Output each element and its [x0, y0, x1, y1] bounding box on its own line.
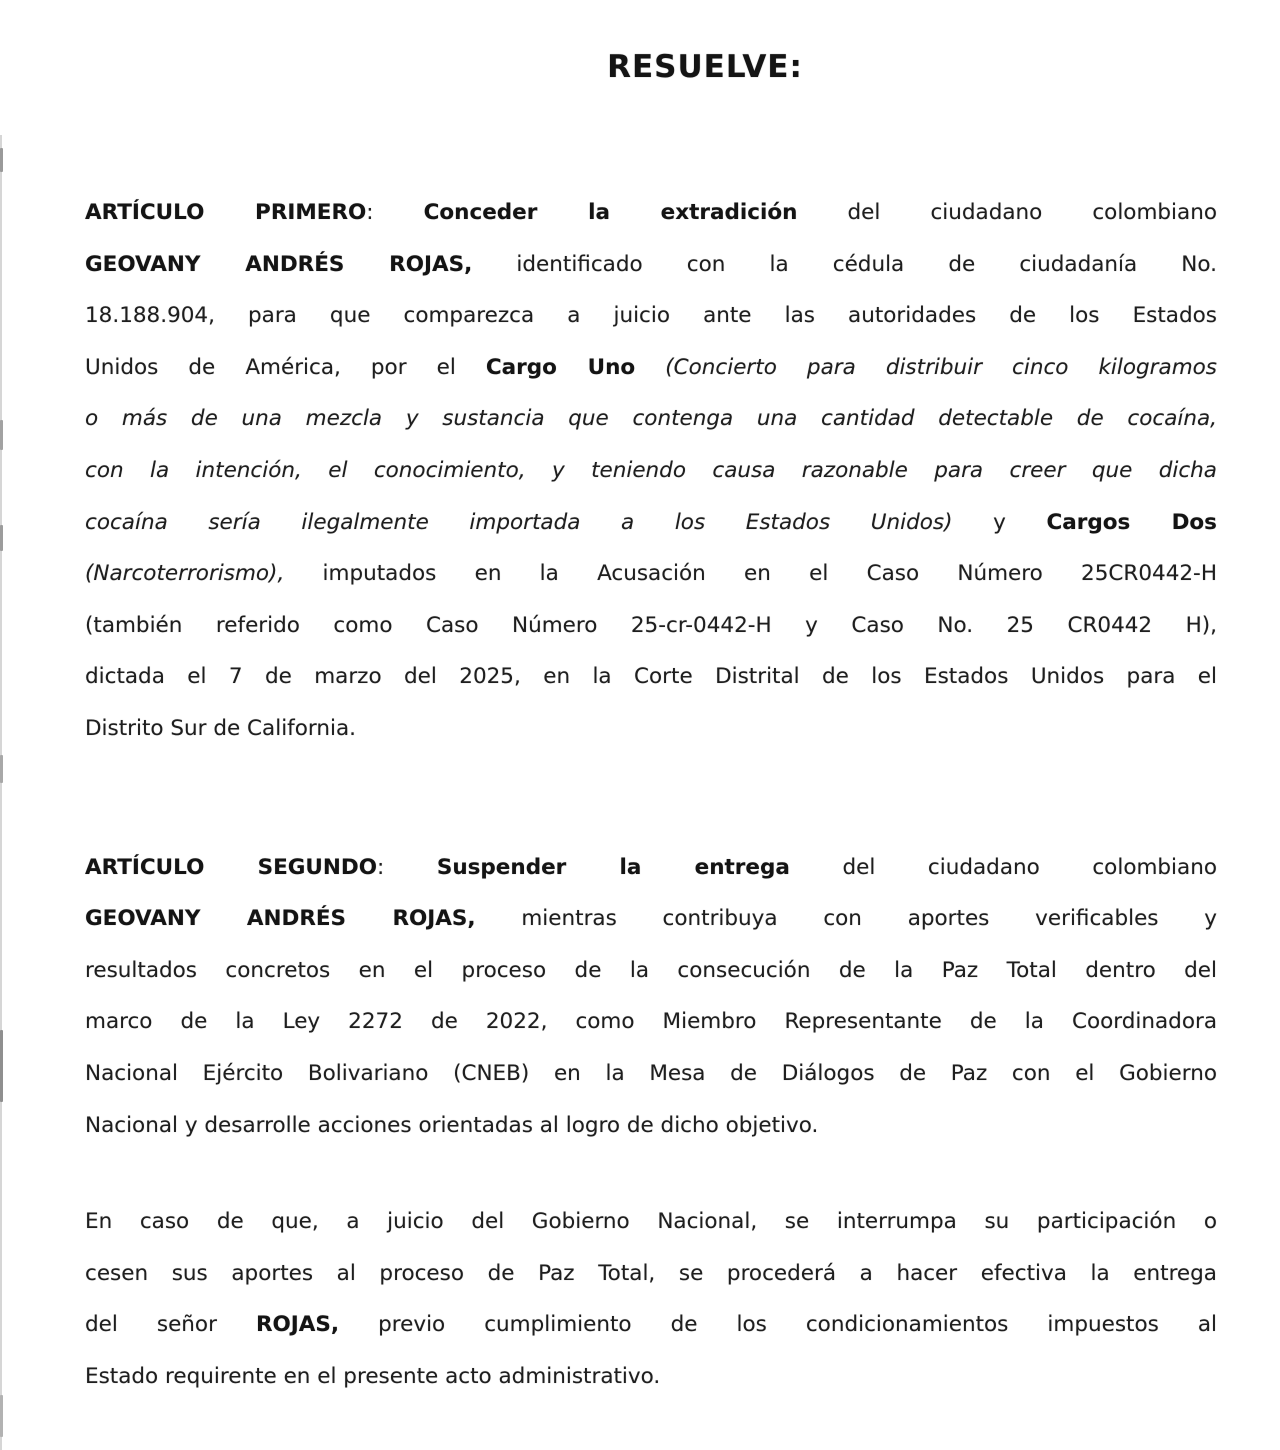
text-line [85, 893, 1217, 945]
text-segment: Cargos Dos [1046, 509, 1217, 535]
text-line [85, 1299, 1217, 1351]
text-segment: ROJAS, [255, 1312, 340, 1338]
text-segment: imputados en la Acusación en el Caso Número 25CR0442-H [284, 561, 1217, 587]
text-segment: cesen sus aportes al proceso de Paz Total, se procederá a hacer efectiva la entrega [85, 1260, 1217, 1286]
text-segment: Distrito Sur de California. [85, 715, 356, 741]
text-line [85, 703, 1217, 755]
text-segment: 18.188.904, para que comparezca a juicio ante las autoridades de los Estados [85, 303, 1217, 329]
text-segment: (también referido como Caso Número 25-cr-0442-H y Caso No. 25 CR0442 H), [85, 612, 1217, 638]
text-segment: Cargo Uno [485, 354, 636, 380]
paragraph-articulo-segundo [85, 842, 1217, 1152]
text-segment: : [366, 200, 424, 225]
text-segment: ARTÍCULO PRIMERO [85, 200, 367, 225]
text-segment: identificado con la cédula de ciudadanía No. [472, 251, 1218, 277]
paragraph-condicion-entrega [85, 1196, 1217, 1402]
text-segment: (Concierto para distribuir cinco kilogramos [665, 354, 1217, 380]
text-segment: Estado requirente en el presente acto administrativo. [85, 1363, 661, 1389]
document-content [85, 0, 1217, 1402]
scan-smudge [0, 1395, 3, 1437]
text-line [85, 290, 1217, 342]
text-segment: Nacional y desarrolle acciones orientadas al logro de dicho objetivo. [85, 1112, 819, 1138]
text-line [85, 1196, 1217, 1248]
text-segment: dictada el 7 de marzo del 2025, en la Corte Distrital de los Estados Unidos para el [85, 664, 1217, 690]
text-segment: mientras contribuya con aportes verificables y [475, 906, 1217, 932]
text-line [85, 342, 1217, 394]
text-segment: GEOVANY ANDRÉS ROJAS, [85, 906, 476, 932]
text-line [85, 1048, 1217, 1100]
text-segment: con la intención, el conocimiento, y teniendo causa razonable para creer que dicha [85, 457, 1217, 483]
text-segment: Suspender la entrega [436, 854, 790, 880]
text-line [85, 842, 1217, 894]
text-segment: Unidos de América, por el [85, 354, 486, 380]
text-segment: previo cumplimiento de los condicionamientos impuestos al [339, 1312, 1217, 1338]
text-segment: resultados concretos en el proceso de la consecución de la Paz Total dentro del [85, 957, 1217, 983]
text-line [85, 600, 1217, 652]
text-line [85, 945, 1217, 997]
text-line [85, 651, 1217, 703]
scan-smudge [0, 1030, 3, 1102]
text-line [85, 1100, 1217, 1152]
text-segment: ARTÍCULO SEGUNDO [85, 854, 377, 880]
scan-smudge [0, 420, 3, 450]
text-line [85, 1351, 1217, 1403]
text-line [85, 996, 1217, 1048]
text-segment: : [376, 854, 437, 880]
text-segment [635, 355, 665, 380]
text-segment: cocaína sería ilegalmente importada a los Estados Unidos) [85, 509, 953, 535]
text-line [85, 1248, 1217, 1300]
text-line [85, 187, 1217, 239]
text-segment: marco de la Ley 2272 de 2022, como Miembro Representante de la Coordinadora [85, 1009, 1217, 1035]
document-title: RESUELVE: [607, 49, 803, 85]
scan-edge-artifact [0, 135, 2, 1450]
text-segment: del ciudadano colombiano [789, 854, 1217, 880]
text-segment: y [952, 509, 1047, 535]
text-segment: o más de una mezcla y sustancia que contenga una cantidad detectable de cocaína, [85, 406, 1217, 432]
text-segment: GEOVANY ANDRÉS ROJAS, [85, 251, 473, 277]
text-line [85, 445, 1217, 497]
scan-smudge [0, 148, 3, 172]
text-segment: En caso de que, a juicio del Gobierno Nacional, se interrumpa su participación o [85, 1209, 1217, 1235]
text-segment: del ciudadano colombiano [797, 200, 1217, 225]
scan-smudge [0, 755, 3, 783]
text-line [85, 393, 1217, 445]
text-segment: Conceder la extradición [423, 200, 798, 225]
text-segment: Nacional Ejército Bolivariano (CNEB) en la Mesa de Diálogos de Paz con el Gobierno [85, 1060, 1217, 1086]
text-line [85, 239, 1217, 291]
text-line [85, 548, 1217, 600]
text-line [85, 497, 1217, 549]
text-segment: del señor [85, 1312, 256, 1338]
text-segment: (Narcoterrorismo), [85, 561, 285, 587]
scan-smudge [0, 525, 3, 551]
paragraph-articulo-primero [85, 187, 1217, 755]
